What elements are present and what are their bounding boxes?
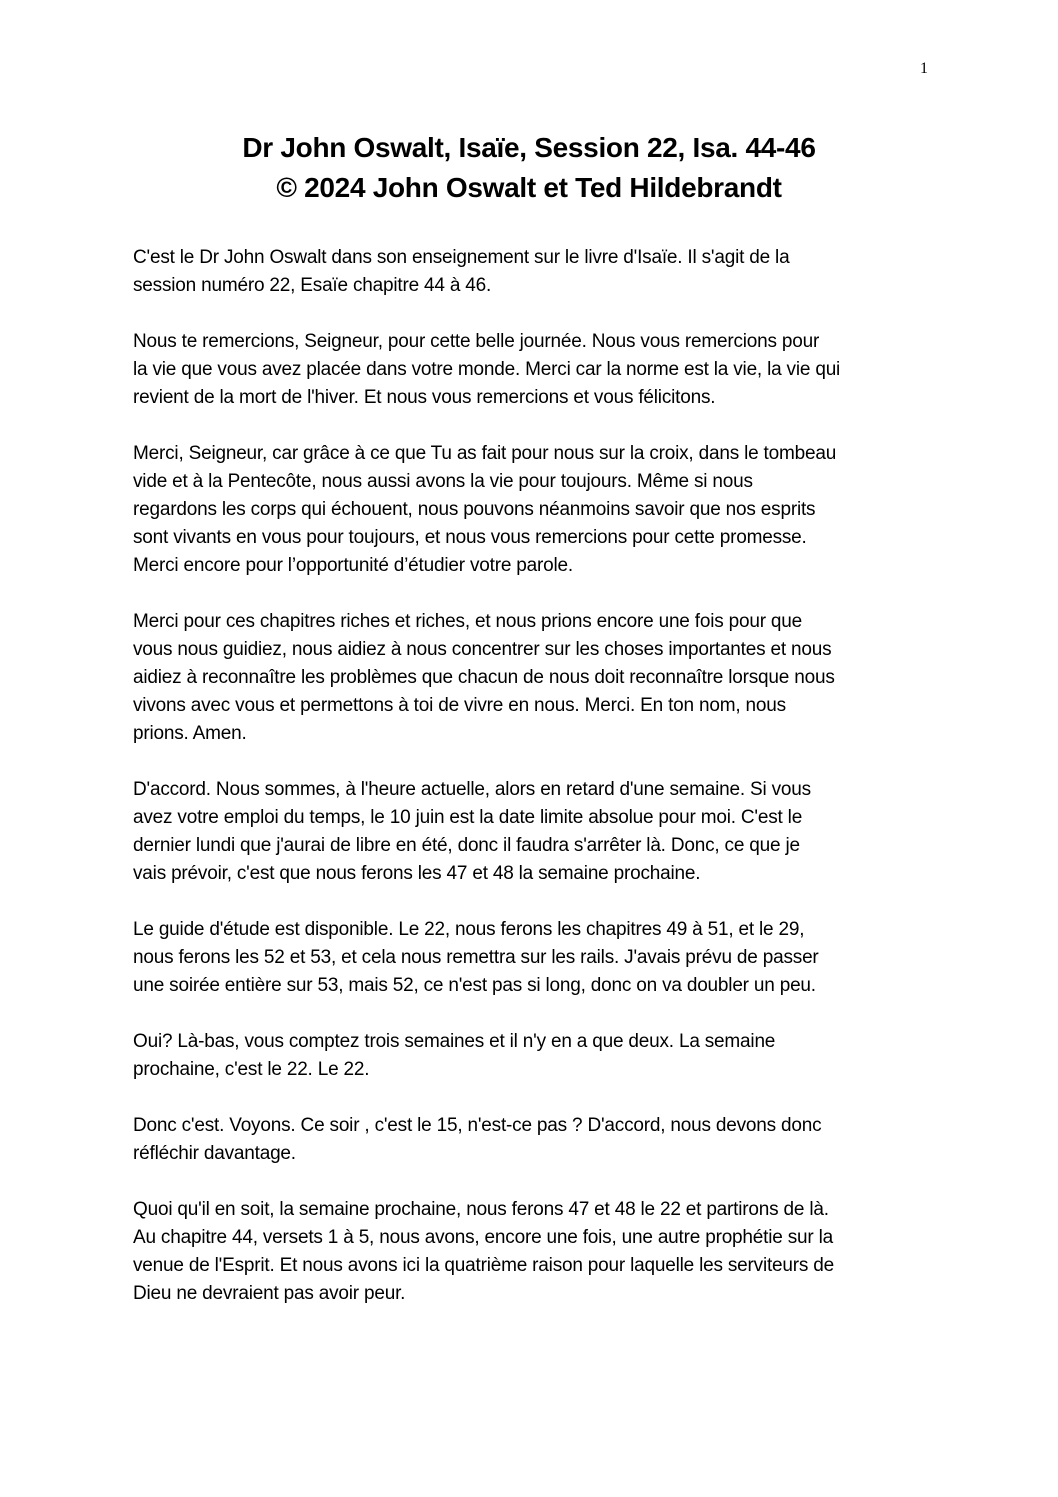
paragraph-5 [133,776,945,888]
p6-line1: Le guide d'étude est disponible. Le 22, nous ferons les chapitres 49 à 51, et le 29, [133,919,805,940]
p6-line2: nous ferons les 52 et 53, et cela nous remettra sur les rails. J'avais prévu de passer [133,947,819,968]
paragraph-3 [133,440,945,580]
document-body [133,244,945,1336]
p5-line3: dernier lundi que j'aurai de libre en été, donc il faudra s'arrêter là. Donc, ce que je [133,835,800,856]
p9-line2: Au chapitre 44, versets 1 à 5, nous avons, encore une fois, une autre prophétie sur la [133,1227,833,1248]
page-number: 1 [920,60,928,77]
p7-line2: prochaine, c'est le 22. Le 22. [133,1059,370,1080]
p9-line1: Quoi qu'il en soit, la semaine prochaine, nous ferons 47 et 48 le 22 et partirons de là. [133,1199,829,1220]
paragraph-9 [133,1196,945,1308]
p4-line5: prions. Amen. [133,723,247,744]
document-title [0,128,1058,208]
p8-line2: réfléchir davantage. [133,1143,296,1164]
p8-line1: Donc c'est. Voyons. Ce soir , c'est le 15, n'est-ce pas ? D'accord, nous devons donc [133,1115,822,1136]
p2-line3: revient de la mort de l'hiver. Et nous vous remercions et vous félicitons. [133,387,716,408]
p3-line1: Merci, Seigneur, car grâce à ce que Tu as fait pour nous sur la croix, dans le tombeau [133,443,837,464]
paragraph-7 [133,1028,945,1084]
p3-line3: regardons les corps qui échouent, nous pouvons néanmoins savoir que nos esprits [133,499,816,520]
p1-line1: C'est le Dr John Oswalt dans son enseignement sur le livre d'Isaïe. Il s'agit de la [133,247,790,268]
paragraph-4 [133,608,945,748]
p1-line2: session numéro 22, Esaïe chapitre 44 à 46. [133,275,492,296]
p5-line2: avez votre emploi du temps, le 10 juin est la date limite absolue pour moi. C'est le [133,807,803,828]
paragraph-8 [133,1112,945,1168]
paragraph-1 [133,244,945,300]
p2-line1: Nous te remercions, Seigneur, pour cette belle journée. Nous vous remercions pour [133,331,820,352]
document-title-line-2: © 2024 John Oswalt et Ted Hildebrandt [276,172,782,203]
p5-line4: vais prévoir, c'est que nous ferons les 47 et 48 la semaine prochaine. [133,863,701,884]
p4-line3: aidiez à reconnaître les problèmes que chacun de nous doit reconnaître lorsque nous [133,667,835,688]
p5-line1: D'accord. Nous sommes, à l'heure actuelle, alors en retard d'une semaine. Si vous [133,779,811,800]
p7-line1: Oui? Là-bas, vous comptez trois semaines et il n'y en a que deux. La semaine [133,1031,776,1052]
p3-line2: vide et à la Pentecôte, nous aussi avons la vie pour toujours. Même si nous [133,471,753,492]
p9-line4: Dieu ne devraient pas avoir peur. [133,1283,406,1304]
p2-line2: la vie que vous avez placée dans votre monde. Merci car la norme est la vie, la vie qui [133,359,841,380]
p3-line5: Merci encore pour l’opportunité d’étudier votre parole. [133,555,573,576]
p4-line2: vous nous guidiez, nous aidiez à nous concentrer sur les choses importantes et nous [133,639,832,660]
p4-line1: Merci pour ces chapitres riches et riches, et nous prions encore une fois pour que [133,611,803,632]
p4-line4: vivons avec vous et permettons à toi de vivre en nous. Merci. En ton nom, nous [133,695,786,716]
p9-line3: venue de l'Esprit. Et nous avons ici la quatrième raison pour laquelle les serviteurs de [133,1255,835,1276]
paragraph-2 [133,328,945,412]
document-title-line-1: Dr John Oswalt, Isaïe, Session 22, Isa. 44-46 [242,132,816,163]
p3-line4: sont vivants en vous pour toujours, et nous vous remercions pour cette promesse. [133,527,807,548]
paragraph-6 [133,916,945,1000]
p6-line3: une soirée entière sur 53, mais 52, ce n'est pas si long, donc on va doubler un peu. [133,975,816,996]
